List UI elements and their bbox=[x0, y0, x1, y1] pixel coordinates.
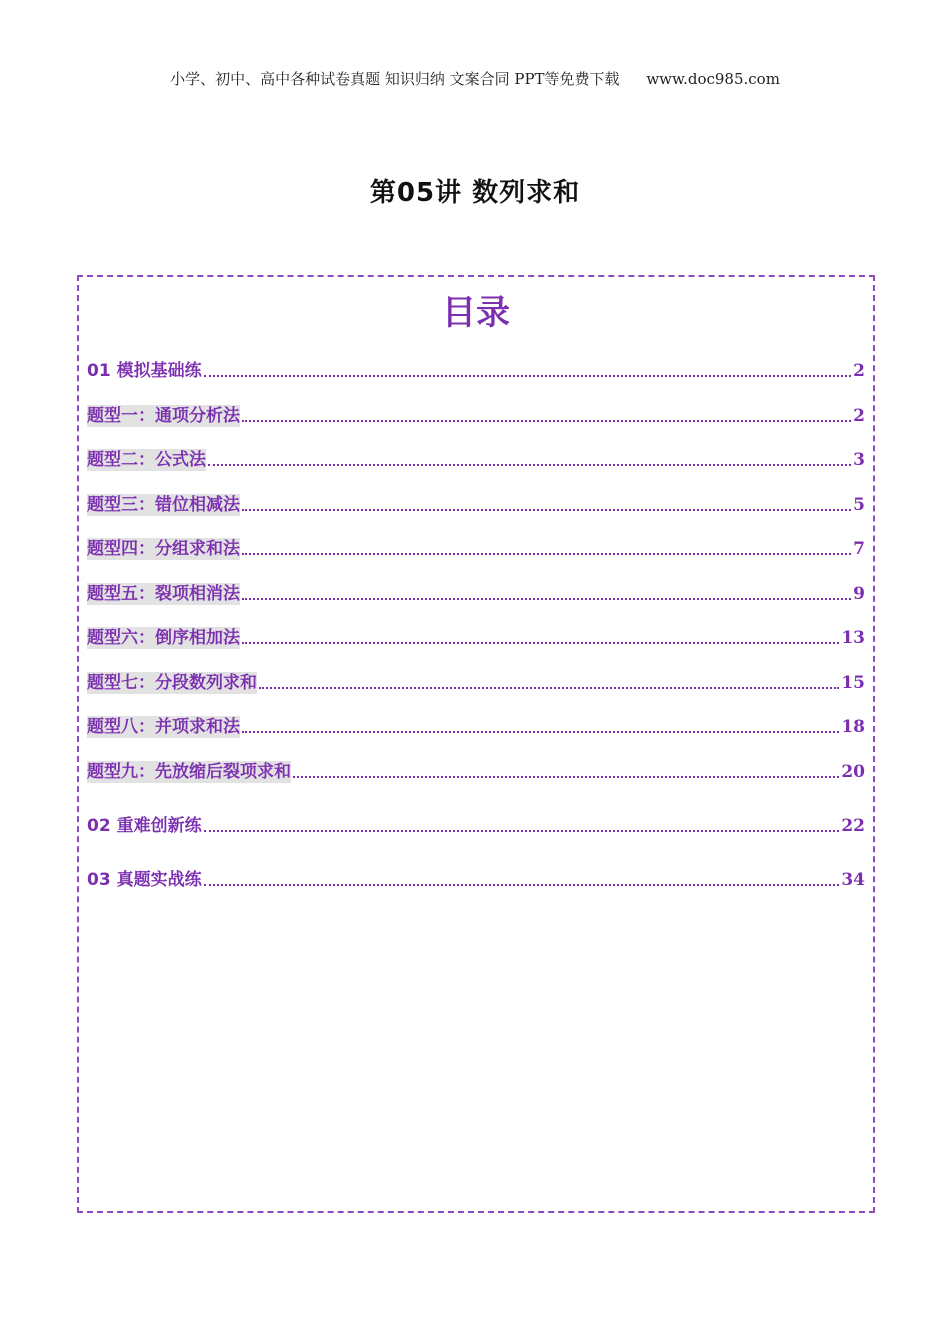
toc-leader-dots bbox=[242, 598, 851, 600]
toc-leader-dots bbox=[293, 776, 839, 778]
toc-heading: 目录 bbox=[442, 293, 510, 333]
header-text: 小学、初中、高中各种试卷真题 知识归纳 文案合同 PPT等免费下载 bbox=[170, 70, 620, 88]
toc-entry-page: 9 bbox=[853, 584, 865, 604]
toc-entry-label: 题型三：错位相减法 bbox=[87, 495, 240, 515]
toc-entry-page: 34 bbox=[841, 870, 865, 890]
toc-entry-label: 题型二：公式法 bbox=[87, 450, 206, 470]
toc-entry-label: 题型八：并项求和法 bbox=[87, 717, 240, 737]
toc-entry-advanced-practice[interactable] bbox=[87, 813, 865, 837]
toc-entry-page: 22 bbox=[841, 816, 865, 836]
toc-entry-page: 7 bbox=[853, 539, 865, 559]
toc-leader-dots bbox=[259, 687, 839, 689]
toc-entry-real-exam-practice[interactable] bbox=[87, 867, 865, 891]
toc-entry-type-7[interactable] bbox=[87, 670, 865, 694]
page-header bbox=[0, 68, 950, 89]
document-title: 第05讲 数列求和 bbox=[369, 178, 581, 208]
toc-entry-type-4[interactable] bbox=[87, 536, 865, 560]
toc-entry-label: 题型九：先放缩后裂项求和 bbox=[87, 762, 291, 782]
toc-entry-label: 02 重难创新练 bbox=[87, 816, 202, 836]
toc-entry-type-2[interactable] bbox=[87, 447, 865, 471]
toc-entry-type-6[interactable] bbox=[87, 625, 865, 649]
toc-leader-dots bbox=[242, 553, 851, 555]
toc-leader-dots bbox=[204, 375, 852, 377]
toc-entry-label: 题型四：分组求和法 bbox=[87, 539, 240, 559]
toc-entry-label: 题型五：裂项相消法 bbox=[87, 584, 240, 604]
toc-entry-page: 18 bbox=[841, 717, 865, 737]
toc-leader-dots bbox=[242, 731, 839, 733]
table-of-contents bbox=[77, 275, 875, 1213]
toc-entry-page: 2 bbox=[853, 406, 865, 426]
toc-entry-page: 13 bbox=[841, 628, 865, 648]
toc-entry-page: 5 bbox=[853, 495, 865, 515]
toc-entry-type-5[interactable] bbox=[87, 581, 865, 605]
header-url[interactable]: www.doc985.com bbox=[646, 70, 780, 88]
toc-entry-page: 2 bbox=[853, 361, 865, 381]
toc-entry-label: 题型七：分段数列求和 bbox=[87, 673, 257, 693]
toc-entry-page: 3 bbox=[853, 450, 865, 470]
toc-leader-dots bbox=[204, 884, 840, 886]
toc-entry-label: 03 真题实战练 bbox=[87, 870, 202, 890]
toc-entry-type-9[interactable] bbox=[87, 759, 865, 783]
toc-leader-dots bbox=[208, 464, 851, 466]
toc-entry-type-1[interactable] bbox=[87, 403, 865, 427]
toc-leader-dots bbox=[242, 642, 839, 644]
toc-leader-dots bbox=[242, 420, 851, 422]
toc-entry-page: 20 bbox=[841, 762, 865, 782]
toc-entry-page: 15 bbox=[841, 673, 865, 693]
toc-leader-dots bbox=[204, 830, 840, 832]
toc-entry-label: 题型六：倒序相加法 bbox=[87, 628, 240, 648]
toc-entry-type-8[interactable] bbox=[87, 714, 865, 738]
toc-leader-dots bbox=[242, 509, 851, 511]
toc-entry-type-3[interactable] bbox=[87, 492, 865, 516]
toc-entry-label: 题型一：通项分析法 bbox=[87, 406, 240, 426]
toc-entry-label: 01 模拟基础练 bbox=[87, 361, 202, 381]
toc-entry-basic-practice[interactable] bbox=[87, 358, 865, 382]
